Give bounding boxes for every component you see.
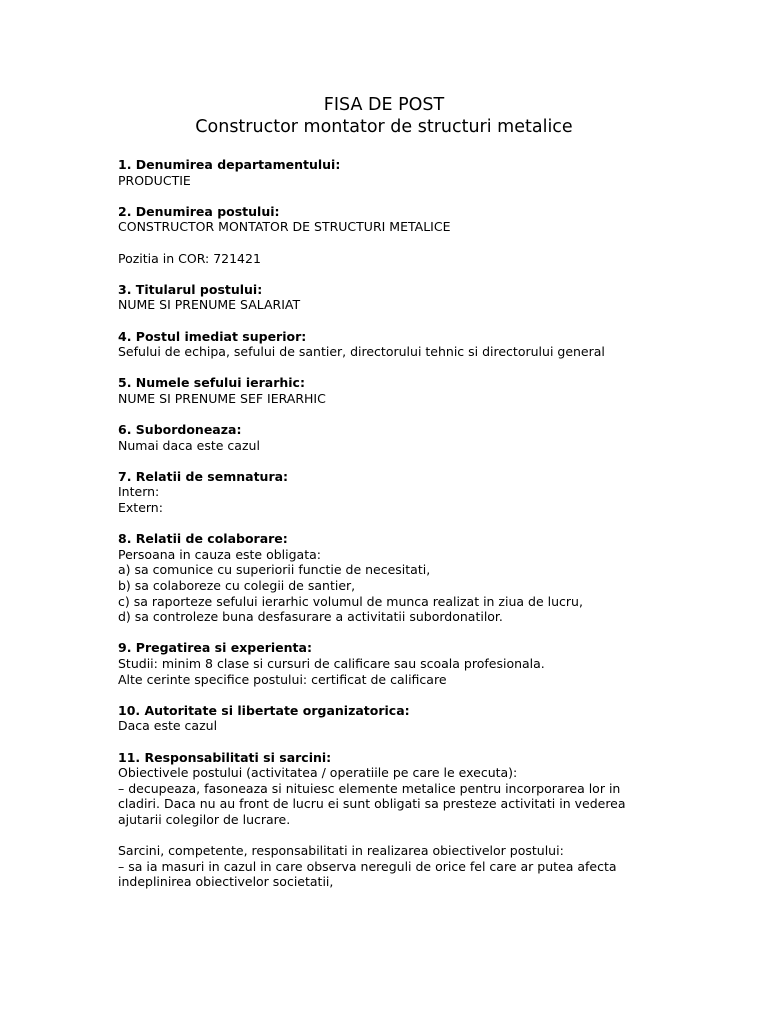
section-heading: 2. Denumirea postului: [118,203,280,219]
sections-container [118,157,748,906]
section-line: Persoana in cauza este obligata: [118,546,321,562]
section-line: Pozitia in COR: 721421 [118,250,261,266]
section-line: d) sa controleze buna desfasurare a activitatii subordonatilor. [118,609,503,625]
section-heading: 4. Postul imediat superior: [118,328,307,344]
document-title: FISA DE POST [323,95,445,115]
document-subtitle: Constructor montator de structuri metalice [195,117,573,137]
section-line: Numai daca este cazul [118,437,260,453]
section-pozitia-cor [118,251,748,267]
section-relatii-colaborare [118,531,748,625]
section-heading: 5. Numele sefului ierarhic: [118,375,305,391]
section-line: Sefului de echipa, sefului de santier, directorului tehnic si directorului general [118,344,605,360]
section-heading: 8. Relatii de colaborare: [118,531,288,547]
section-titular [118,282,748,313]
section-line: PRODUCTIE [118,172,191,188]
section-heading: 3. Titularul postului: [118,281,263,297]
section-line: c) sa raporteze sefului ierarhic volumul de munca realizat in ziua de lucru, [118,593,583,609]
section-line: Sarcini, competente, responsabilitati in realizarea obiectivelor postului: [118,843,564,859]
section-line: Extern: [118,500,163,516]
section-paragraph: – sa ia masuri in cazul in care observa nereguli de orice fel care ar putea afecta indeplinirea obiectivelor societatii, [118,858,617,890]
section-line: CONSTRUCTOR MONTATOR DE STRUCTURI METALICE [118,219,451,235]
section-line: Studii: minim 8 clase si cursuri de calificare sau scoala profesionala. [118,656,545,671]
section-denumire-post [118,204,748,235]
section-line: Intern: [118,484,160,500]
section-subordoneaza [118,422,748,453]
section-line: Alte cerinte specifice postului: certificat de calificare [118,671,447,687]
section-heading: 9. Pregatirea si experienta: [118,640,312,656]
section-line: a) sa comunice cu superiorii functie de necesitati, [118,562,431,578]
section-pregatire-experienta [118,640,748,687]
section-post-superior [118,329,748,360]
section-relatii-semnatura [118,469,748,516]
section-paragraph: – decupeaza, fasoneaza si nituiesc elemente metalice pentru incorporarea lor in cladiri. Daca nu au front de lucru ei sunt obligati sa presteze activitati in vederea ajutarii colegilor de lucrare. [118,780,626,827]
section-line: NUME SI PRENUME SEF IERARHIC [118,390,326,406]
section-line: Daca este cazul [118,718,218,734]
section-line: Obiectivele postului (activitatea / operatiile pe care le executa): [118,765,518,781]
section-line: b) sa colaboreze cu colegii de santier, [118,578,356,594]
section-heading: 1. Denumirea departamentului: [118,157,341,172]
section-responsabilitati [118,750,748,828]
section-autoritate [118,703,748,734]
section-line: NUME SI PRENUME SALARIAT [118,297,301,313]
section-sarcini [118,843,748,890]
section-sef-ierarhic [118,375,748,406]
section-heading: 10. Autoritate si libertate organizatorica: [118,702,410,718]
section-heading: 6. Subordoneaza: [118,422,242,438]
section-heading: 7. Relatii de semnatura: [118,468,289,484]
section-heading: 11. Responsabilitati si sarcini: [118,749,332,765]
section-departament [118,157,748,188]
